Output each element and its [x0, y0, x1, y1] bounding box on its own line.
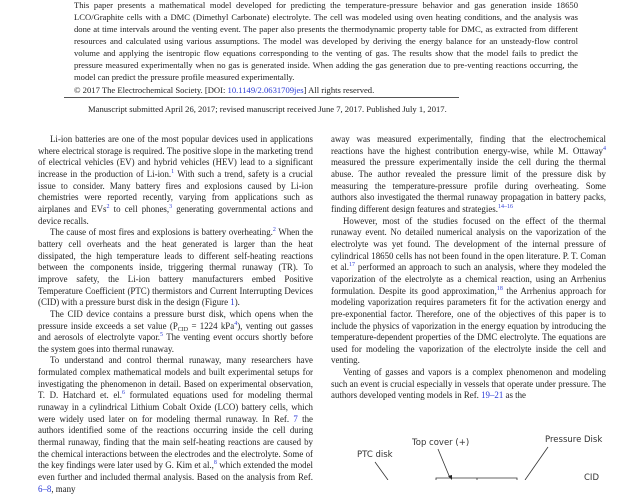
label-ptc-disk: PTC disk [357, 450, 393, 460]
text-run: However, most of the studies focused on the effect of the thermal runaway event. No detailed numerical analysis on the vaporization of the electrolyte was yet found. The development of the internal pressure of cylindrical 18650 cells has not been found in the open literature. P. T. Coman et al. [331, 215, 606, 273]
text-run: The CID device contains a pressure burst disk, which opens when the pressure inside exceeds a set value (P [38, 308, 313, 331]
citation-link[interactable]: 17 [348, 262, 355, 269]
text-run: = 1224 kPa [188, 320, 235, 331]
citation-link[interactable]: 6 [121, 390, 125, 397]
citation-link[interactable]: 3 [169, 203, 173, 210]
text-run: to cell phones, [109, 203, 170, 214]
paragraph [331, 367, 606, 402]
text-run: With such a trend, safety is a crucial issue to consider. Many battery fires and explosions caused by Li-ion chemistries were reported recently, varying from applications such as airplanes and EVs [38, 168, 313, 214]
copyright-suffix: ] All rights reserved. [303, 85, 375, 95]
citation-link[interactable]: 4 [234, 320, 238, 327]
copyright-line [74, 84, 578, 96]
citation-link[interactable]: 18 [496, 285, 503, 292]
arrowhead-icon [448, 475, 452, 480]
paragraph [38, 355, 313, 495]
text-run: the authors identified some of the reactions occurring inside the cell during thermal runaway, finding that the main self-heating reactions are caused by the chemical interactions between the electrodes and the electrolyte. Some of the key findings were later used by G. Kim et al., [38, 413, 313, 471]
citation-link[interactable]: 7 [293, 413, 298, 424]
label-cid: CID [584, 473, 599, 480]
body-left-column [38, 134, 313, 495]
paragraph [38, 134, 313, 227]
label-pressure-disk: Pressure Disk [545, 435, 603, 445]
subscript: CID [177, 326, 189, 333]
citation-link[interactable]: 14–16 [497, 203, 513, 210]
text-run: When the battery cell overheats and the heat generated is larger than the heat dissipated, the high temperature leads to different self-heating reactions between the components inside, triggering thermal runaway (TR). To improve safety, the Li-ion battery manufacturers embed Positive Temperature Coefficient (PTC) thermistors and Current Interrupting Devices (CID) with a pressure burst disk in the design (Figure [38, 227, 313, 308]
figure-1-cell-diagram [320, 420, 640, 480]
text-run: ), venting out gasses and aerosols of electrolyte vapor. [38, 320, 313, 343]
citation-link[interactable]: 8 [213, 460, 217, 467]
text-run: formulated equations used for modeling thermal runaway in a cylindrical Lithium Cobalt Oxide (LCO) battery cells, which were widely used later on for modeling thermal runaway. In Ref. [38, 390, 313, 424]
body-right-column [331, 134, 606, 402]
abstract [74, 0, 578, 96]
paragraph [331, 216, 606, 368]
text-run: ). [234, 297, 240, 308]
manuscript-dates: Manuscript submitted April 26, 2017; revised manuscript received June 7, 2017. Published July 1, 2017. [88, 104, 447, 114]
text-run: To understand and control thermal runaway, many researchers have formulated complex mathematical models and built experimental setups for investigating the phenomenon in detail. Based on experimental observation, T. D. Hatchard et. el. [38, 355, 313, 401]
text-run: measured the pressure experimentally inside the cell during the thermal abuse. The author revealed the pressure limit of the pressure disk by measuring the temperature-pressure profile during overheating. Some authors also investigated the thermal runaway propagation in battery packs, finding different design features and strategies. [331, 157, 606, 214]
section-divider [64, 97, 459, 98]
copyright-prefix: © 2017 The Electrochemical Society. [DOI: [74, 85, 228, 95]
leader-line [525, 447, 548, 480]
text-run: Li-ion batteries are one of the most popular devices used in applications where electrical storage is required. The positive slope in the marketing trend of electrical vehicles (EV) and hybrid vehicles (HEV) lead to a significant increase in the production of Li-ion. [38, 134, 313, 179]
label-top-cover: Top cover (+) [412, 438, 470, 448]
text-run: as the [503, 390, 526, 401]
text-run: which extended the model even further and included thermal analysis. Based on the analysis from Ref. [38, 460, 313, 483]
figure-link[interactable]: 1 [230, 297, 235, 308]
text-run: performed an approach to such an analysis, where they modeled the vaporization of the electrolyte as a chemical reaction, using an Arrhenius formulation. Despite its good approximation, [331, 262, 606, 296]
text-run: Venting of gasses and vapors is a complex phenomenon and modeling such an event is crucial especially in vessels that operate under pressure. The authors developed venting models in Ref. [331, 367, 606, 401]
paragraph [38, 227, 313, 309]
citation-link[interactable]: 1 [171, 168, 175, 175]
leader-line [375, 462, 388, 480]
citation-link[interactable]: 5 [160, 332, 164, 339]
paragraph [331, 134, 606, 216]
paragraph [38, 309, 313, 356]
doi-link[interactable]: 10.1149/2.0631709jes [227, 85, 304, 95]
cell-cap-diagram [320, 420, 640, 480]
text-run: , many [51, 483, 76, 494]
text-run: away was measured experimentally, finding that the electrochemical reactions have the highest contribution energy-wise, while M. Ottaway [331, 134, 606, 156]
abstract-text: This paper presents a mathematical model developed for predicting the temperature-pressure behavior and gas generation inside 18650 LCO/Graphite cells with a DMC (Dimethyl Carbonate) electrolyte. The cell was modeled using oven heating conditions, and the analysis was done at time intervals around the venting event. The paper also presents the thermodynamic property table for DMC, as extracted from different resources and calculated using various assumptions. The model was developed by deriving the energy balance for an unsteady-flow control volume and applying the isentropic flow equations corresponding to the venting of gas. The results show that the model fails to predict the pressure measured experimentally when no gas is generated inside. When adding the gas generation due to pre-venting reactions occurring, the model can predict the pressure profile measured experimentally. [74, 0, 578, 82]
leader-line [438, 449, 450, 478]
text-run: the Arrhenius approach for modeling vaporization requires parameters fit for the activation energy and pre-exponential factor. Therefore, one of the objectives of this paper is to include the physics of vaporization in the energy equation by introducing the temperature-dependent properties of the DMC electrolyte. The equations are used for modeling the vaporization of the electrolyte inside the cell and venting. [331, 285, 606, 366]
citation-link[interactable]: 2 [272, 227, 276, 234]
text-run: generating governmental actions and device recalls. [38, 203, 313, 226]
citation-link[interactable]: 19–21 [481, 390, 504, 401]
citation-link[interactable]: 2 [106, 203, 110, 210]
citation-link[interactable]: 4 [603, 145, 606, 152]
text-run: The cause of most fires and explosions is battery overheating. [50, 227, 273, 238]
citation-link[interactable]: 6–8 [38, 483, 52, 494]
text-run: The venting event occurs shortly before the system goes into thermal runaway. [38, 332, 313, 354]
